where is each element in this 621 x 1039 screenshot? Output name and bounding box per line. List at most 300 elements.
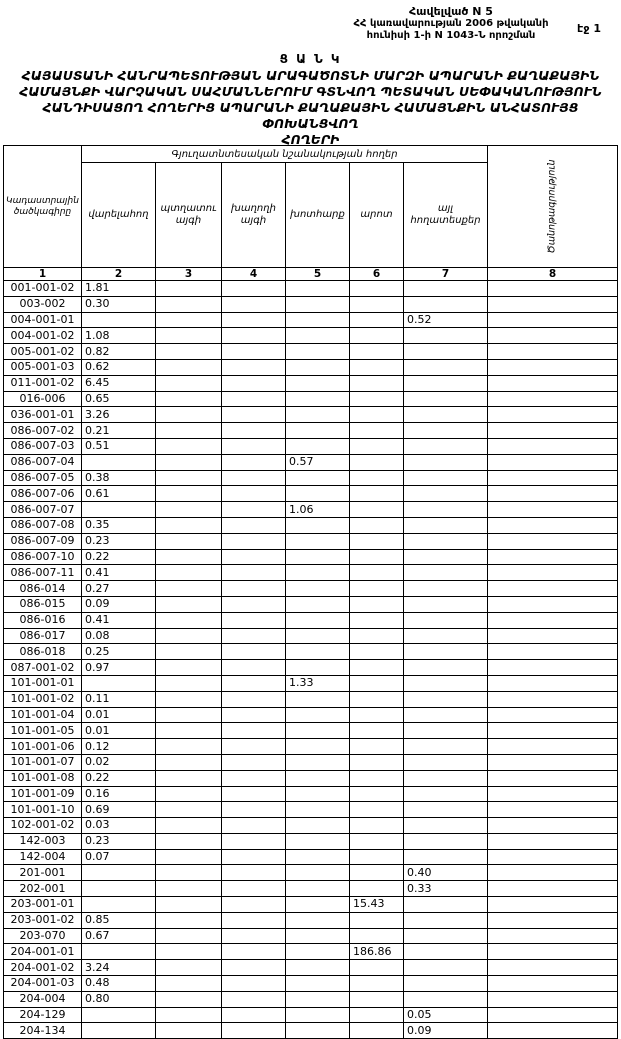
table-row (4, 438, 618, 454)
table-row (4, 344, 618, 360)
other-lands-cell (404, 596, 488, 612)
table-row (4, 312, 618, 328)
orchard-cell (156, 660, 222, 676)
hayfield-cell: 1.06 (286, 502, 350, 518)
arable-cell: 0.01 (82, 723, 156, 739)
vineyard-cell (222, 423, 286, 439)
pasture-cell (350, 912, 404, 928)
cadastral-code-cell: 086-014 (4, 581, 82, 597)
hayfield-cell (286, 802, 350, 818)
cadastral-code-cell: 087-001-02 (4, 660, 82, 676)
hayfield-cell (286, 691, 350, 707)
other-lands-cell (404, 612, 488, 628)
table-row (4, 517, 618, 533)
arable-cell: 0.51 (82, 438, 156, 454)
vineyard-cell (222, 281, 286, 297)
arable-cell (82, 1007, 156, 1023)
arable-cell: 0.11 (82, 691, 156, 707)
other-lands-cell (404, 928, 488, 944)
orchard-cell (156, 328, 222, 344)
hayfield-cell (286, 533, 350, 549)
table-row (4, 660, 618, 676)
hayfield-header: խոտհարք (286, 163, 350, 268)
hayfield-cell (286, 960, 350, 976)
arable-cell: 0.07 (82, 849, 156, 865)
table-row (4, 628, 618, 644)
notes-cell (488, 328, 618, 344)
notes-cell (488, 818, 618, 834)
pasture-cell (350, 281, 404, 297)
hayfield-cell (286, 786, 350, 802)
arable-cell (82, 454, 156, 470)
col-number: 6 (350, 268, 404, 281)
pasture-cell (350, 723, 404, 739)
pasture-cell (350, 549, 404, 565)
other-lands-cell (404, 391, 488, 407)
cadastral-code-cell: 101-001-07 (4, 754, 82, 770)
other-lands-cell (404, 976, 488, 992)
other-lands-cell (404, 628, 488, 644)
document-header (321, 6, 581, 42)
other-lands-header: այլ հողատեսքեր (404, 163, 488, 268)
table-row (4, 486, 618, 502)
pasture-cell (350, 707, 404, 723)
cadastral-code-cell: 101-001-08 (4, 770, 82, 786)
hayfield-cell (286, 344, 350, 360)
table-row (4, 549, 618, 565)
pasture-cell (350, 344, 404, 360)
cadastral-code-cell: 086-007-11 (4, 565, 82, 581)
hayfield-cell (286, 739, 350, 755)
pasture-cell (350, 296, 404, 312)
hayfield-cell (286, 833, 350, 849)
other-lands-cell (404, 675, 488, 691)
vineyard-cell (222, 818, 286, 834)
cadastral-code-cell: 086-007-08 (4, 517, 82, 533)
vineyard-cell (222, 328, 286, 344)
arable-cell: 0.03 (82, 818, 156, 834)
vineyard-cell (222, 786, 286, 802)
orchard-header: պտղատու այգի (156, 163, 222, 268)
notes-cell (488, 391, 618, 407)
other-lands-cell (404, 849, 488, 865)
arable-cell: 0.85 (82, 912, 156, 928)
pasture-cell (350, 644, 404, 660)
arable-cell (82, 502, 156, 518)
hayfield-cell (286, 976, 350, 992)
table-row (4, 1023, 618, 1039)
arable-cell: 0.21 (82, 423, 156, 439)
arable-cell: 0.82 (82, 344, 156, 360)
notes-cell (488, 486, 618, 502)
notes-cell (488, 754, 618, 770)
vineyard-cell (222, 502, 286, 518)
hayfield-cell (286, 375, 350, 391)
pasture-cell (350, 960, 404, 976)
orchard-cell (156, 454, 222, 470)
other-lands-cell (404, 833, 488, 849)
table-row (4, 581, 618, 597)
other-lands-cell (404, 707, 488, 723)
subtitle-line: ՀԱՅԱՍՏԱՆԻ ՀԱՆՐԱՊԵՏՈՒԹՅԱՆ ԱՐԱԳԱԾՈՏՆԻ ՄԱՐԶԻ ԱՊԱՐԱՆԻ ՔԱՂԱՔԱՅԻՆ (21, 68, 600, 83)
hayfield-cell (286, 549, 350, 565)
col-number: 4 (222, 268, 286, 281)
table-row (4, 944, 618, 960)
arable-cell: 0.25 (82, 644, 156, 660)
vineyard-cell (222, 312, 286, 328)
other-lands-cell (404, 517, 488, 533)
pasture-cell (350, 470, 404, 486)
hayfield-cell (286, 1023, 350, 1039)
orchard-cell (156, 818, 222, 834)
vineyard-cell (222, 470, 286, 486)
notes-cell (488, 960, 618, 976)
cadastral-code-cell: 202-001 (4, 881, 82, 897)
vineyard-cell (222, 1023, 286, 1039)
other-lands-cell (404, 470, 488, 486)
hayfield-cell (286, 359, 350, 375)
hayfield-cell (286, 312, 350, 328)
hayfield-cell (286, 644, 350, 660)
arable-cell: 0.09 (82, 596, 156, 612)
pasture-cell (350, 660, 404, 676)
other-lands-cell (404, 281, 488, 297)
arable-cell: 3.24 (82, 960, 156, 976)
vineyard-cell (222, 344, 286, 360)
orchard-cell (156, 944, 222, 960)
orchard-cell (156, 549, 222, 565)
orchard-cell (156, 675, 222, 691)
pasture-cell (350, 849, 404, 865)
pasture-cell (350, 691, 404, 707)
orchard-cell (156, 628, 222, 644)
table-row (4, 976, 618, 992)
pasture-cell (350, 991, 404, 1007)
other-lands-cell (404, 912, 488, 928)
cadastral-code-cell: 204-001-01 (4, 944, 82, 960)
other-lands-cell (404, 502, 488, 518)
pasture-cell (350, 818, 404, 834)
table-row (4, 644, 618, 660)
notes-cell (488, 723, 618, 739)
pasture-header: արոտ (350, 163, 404, 268)
vineyard-cell (222, 644, 286, 660)
table-row (4, 596, 618, 612)
table-row (4, 565, 618, 581)
orchard-cell (156, 344, 222, 360)
orchard-cell (156, 502, 222, 518)
pasture-cell (350, 359, 404, 375)
hayfield-cell (286, 770, 350, 786)
hayfield-cell: 1.33 (286, 675, 350, 691)
arable-cell: 0.30 (82, 296, 156, 312)
notes-cell (488, 802, 618, 818)
cadastral-code-cell: 102-001-02 (4, 818, 82, 834)
pasture-cell (350, 375, 404, 391)
vineyard-cell (222, 865, 286, 881)
notes-cell (488, 454, 618, 470)
cadastral-code-cell: 011-001-02 (4, 375, 82, 391)
other-lands-cell (404, 296, 488, 312)
vineyard-cell (222, 991, 286, 1007)
table-row (4, 897, 618, 913)
arable-cell: 0.65 (82, 391, 156, 407)
pasture-cell (350, 407, 404, 423)
cadastral-code-cell: 204-134 (4, 1023, 82, 1039)
cadastral-code-cell: 101-001-09 (4, 786, 82, 802)
hayfield-cell (286, 849, 350, 865)
orchard-cell (156, 517, 222, 533)
other-lands-cell (404, 802, 488, 818)
orchard-cell (156, 486, 222, 502)
table-body (4, 281, 618, 1039)
cadastral-code-cell: 101-001-06 (4, 739, 82, 755)
pasture-cell (350, 596, 404, 612)
vineyard-cell (222, 833, 286, 849)
table-row (4, 454, 618, 470)
hayfield-cell (286, 628, 350, 644)
notes-cell (488, 691, 618, 707)
other-lands-cell (404, 375, 488, 391)
orchard-cell (156, 423, 222, 439)
arable-cell (82, 881, 156, 897)
arable-cell: 1.08 (82, 328, 156, 344)
notes-cell (488, 991, 618, 1007)
vineyard-cell (222, 628, 286, 644)
orchard-cell (156, 407, 222, 423)
orchard-cell (156, 786, 222, 802)
hayfield-cell (286, 897, 350, 913)
col-number: 2 (82, 268, 156, 281)
cadastral-code-cell: 086-007-02 (4, 423, 82, 439)
doc-title: Ց Ա Ն Կ (279, 52, 342, 66)
vineyard-cell (222, 723, 286, 739)
hayfield-cell (286, 407, 350, 423)
pasture-cell (350, 881, 404, 897)
hayfield-cell (286, 470, 350, 486)
pasture-cell (350, 1023, 404, 1039)
other-lands-cell: 0.33 (404, 881, 488, 897)
orchard-cell (156, 723, 222, 739)
notes-cell (488, 707, 618, 723)
hayfield-cell (286, 818, 350, 834)
doc-subtitle (8, 68, 613, 148)
pasture-cell (350, 833, 404, 849)
vineyard-cell (222, 549, 286, 565)
table-row (4, 296, 618, 312)
table-row (4, 1007, 618, 1023)
table-row (4, 912, 618, 928)
notes-cell (488, 407, 618, 423)
vineyard-cell (222, 359, 286, 375)
arable-cell: 0.16 (82, 786, 156, 802)
page-number: էջ 1 (577, 22, 601, 35)
table-row (4, 375, 618, 391)
hayfield-cell (286, 612, 350, 628)
pasture-cell (350, 928, 404, 944)
col-number: 8 (488, 268, 618, 281)
col-number: 5 (286, 268, 350, 281)
column-number-row (4, 268, 618, 281)
arable-cell (82, 897, 156, 913)
cadastral-code-cell: 086-018 (4, 644, 82, 660)
table-row (4, 328, 618, 344)
col-number: 3 (156, 268, 222, 281)
hayfield-cell (286, 723, 350, 739)
hayfield-cell (286, 1007, 350, 1023)
cadastral-code-cell: 001-001-02 (4, 281, 82, 297)
arable-cell (82, 865, 156, 881)
vineyard-cell (222, 581, 286, 597)
vineyard-cell (222, 770, 286, 786)
notes-cell (488, 976, 618, 992)
cadastral-code-cell: 142-003 (4, 833, 82, 849)
orchard-cell (156, 312, 222, 328)
cadastral-code-cell: 203-001-01 (4, 897, 82, 913)
arable-cell: 0.02 (82, 754, 156, 770)
notes-cell (488, 928, 618, 944)
other-lands-cell (404, 486, 488, 502)
vineyard-cell (222, 407, 286, 423)
vineyard-cell (222, 438, 286, 454)
arable-cell (82, 1023, 156, 1039)
orchard-cell (156, 691, 222, 707)
cadastral-code-cell: 086-007-07 (4, 502, 82, 518)
hayfield-cell (286, 991, 350, 1007)
cadastral-code-cell: 016-006 (4, 391, 82, 407)
notes-cell (488, 849, 618, 865)
hayfield-cell (286, 423, 350, 439)
notes-cell (488, 517, 618, 533)
other-lands-cell (404, 344, 488, 360)
table-row (4, 991, 618, 1007)
arable-cell: 0.12 (82, 739, 156, 755)
arable-land-header: վարելահող (82, 163, 156, 268)
pasture-cell (350, 770, 404, 786)
table-row (4, 881, 618, 897)
notes-cell (488, 865, 618, 881)
other-lands-cell: 0.40 (404, 865, 488, 881)
hayfield-cell (286, 517, 350, 533)
hayfield-cell (286, 391, 350, 407)
hayfield-cell (286, 438, 350, 454)
vineyard-cell (222, 375, 286, 391)
table-row (4, 675, 618, 691)
hayfield-cell (286, 928, 350, 944)
cadastral-code-cell: 086-007-03 (4, 438, 82, 454)
vineyard-cell (222, 802, 286, 818)
cadastral-code-cell: 086-007-10 (4, 549, 82, 565)
table-row (4, 928, 618, 944)
arable-cell: 0.23 (82, 533, 156, 549)
pasture-cell (350, 976, 404, 992)
orchard-cell (156, 644, 222, 660)
vineyard-cell (222, 881, 286, 897)
table-row (4, 359, 618, 375)
cadastral-code-cell: 101-001-05 (4, 723, 82, 739)
table-row (4, 533, 618, 549)
table-row (4, 865, 618, 881)
vineyard-cell (222, 612, 286, 628)
vineyard-cell (222, 897, 286, 913)
agri-land-group-header: Գյուղատնտեսական նշանակության հողեր (82, 146, 488, 163)
orchard-cell (156, 375, 222, 391)
notes-cell (488, 944, 618, 960)
arable-cell: 0.22 (82, 770, 156, 786)
pasture-cell (350, 312, 404, 328)
pasture-cell (350, 754, 404, 770)
table-row (4, 786, 618, 802)
vineyard-cell (222, 565, 286, 581)
hayfield-cell (286, 581, 350, 597)
notes-cell (488, 833, 618, 849)
pasture-cell: 15.43 (350, 897, 404, 913)
notes-cell (488, 1023, 618, 1039)
hayfield-cell (286, 565, 350, 581)
orchard-cell (156, 897, 222, 913)
cadastral-code-cell: 086-007-09 (4, 533, 82, 549)
vineyard-cell (222, 754, 286, 770)
other-lands-cell (404, 423, 488, 439)
vineyard-cell (222, 596, 286, 612)
hayfield-cell (286, 881, 350, 897)
hayfield-cell (286, 707, 350, 723)
cadastral-code-header: Կադաստրային ծածկագիրը (4, 146, 82, 268)
hayfield-cell (286, 660, 350, 676)
vineyard-cell (222, 944, 286, 960)
orchard-cell (156, 359, 222, 375)
other-lands-cell (404, 660, 488, 676)
vineyard-cell (222, 1007, 286, 1023)
arable-cell: 0.41 (82, 565, 156, 581)
orchard-cell (156, 438, 222, 454)
table-row (4, 502, 618, 518)
notes-cell (488, 549, 618, 565)
pasture-cell (350, 391, 404, 407)
pasture-cell (350, 865, 404, 881)
hayfield-cell (286, 912, 350, 928)
hayfield-cell (286, 281, 350, 297)
pasture-cell (350, 438, 404, 454)
arable-cell: 0.41 (82, 612, 156, 628)
hayfield-cell (286, 328, 350, 344)
notes-cell (488, 375, 618, 391)
notes-cell (488, 344, 618, 360)
cadastral-code-cell: 086-015 (4, 596, 82, 612)
orchard-cell (156, 912, 222, 928)
vineyard-cell (222, 391, 286, 407)
cadastral-code-cell: 036-001-01 (4, 407, 82, 423)
table-row (4, 754, 618, 770)
table-row (4, 802, 618, 818)
vineyard-cell (222, 486, 286, 502)
notes-cell (488, 470, 618, 486)
cadastral-code-cell: 086-017 (4, 628, 82, 644)
subtitle-line: ՀԱՄԱՅՆՔԻ ՎԱՐՉԱԿԱՆ ՍԱՀՄԱՆՆԵՐՈՒՄ ԳՏՆՎՈՂ ՊԵՏԱԿԱՆ ՍԵՓԱԿԱՆՈՒԹՅՈՒՆ (19, 84, 602, 99)
notes-cell (488, 612, 618, 628)
notes-cell (488, 423, 618, 439)
notes-header-label: Ծանոթագրություն (546, 159, 558, 254)
other-lands-cell (404, 454, 488, 470)
orchard-cell (156, 976, 222, 992)
table-row (4, 849, 618, 865)
pasture-cell (350, 517, 404, 533)
pasture-cell (350, 454, 404, 470)
orchard-cell (156, 707, 222, 723)
vineyard-header: խաղողի այգի (222, 163, 286, 268)
vineyard-cell (222, 533, 286, 549)
cadastral-code-cell: 101-001-01 (4, 675, 82, 691)
